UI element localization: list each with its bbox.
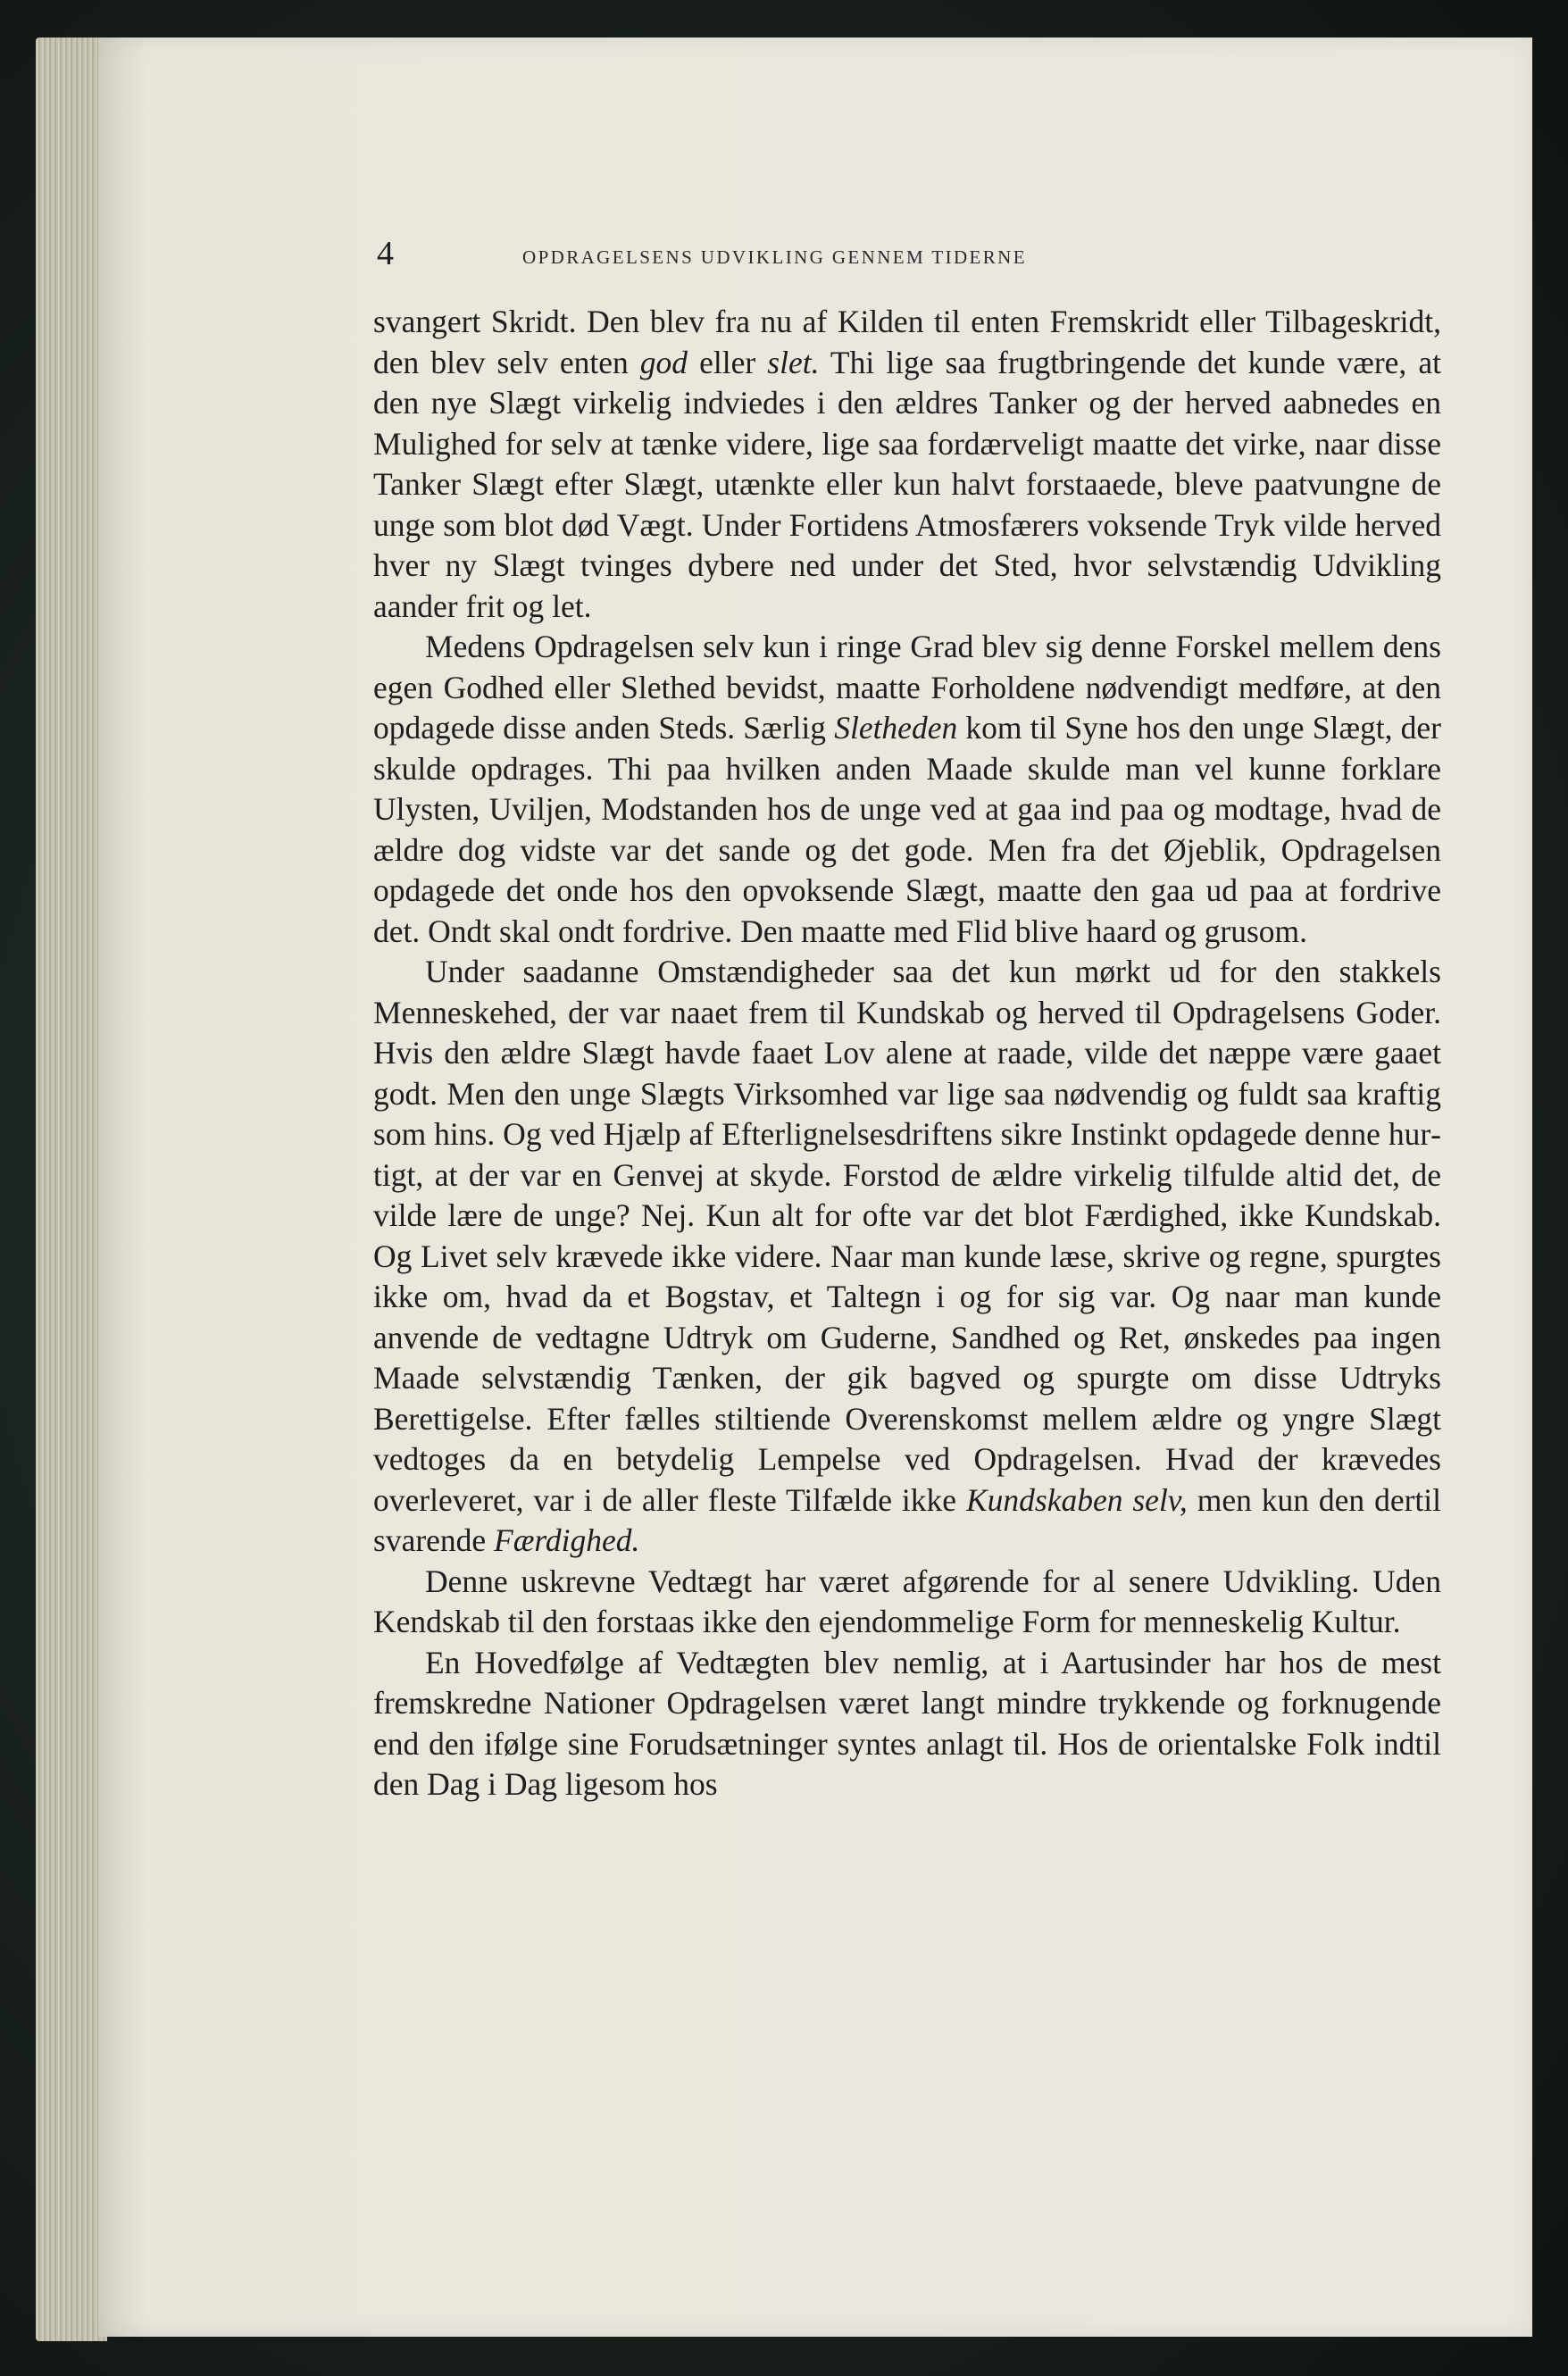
emphasis-sletheden: Sletheden bbox=[834, 710, 958, 746]
paragraph-2: Medens Opdragelsen selv kun i ringe Grad blev sig denne Forskel mellem dens egen Godhed eller Slethed bevidst, maatte Forholdene nødvendigt medføre, at den opdagede disse anden Steds. Særlig Sletheden kom til Syne hos den unge Slægt, der skulde opdrages. Thi paa hvilken anden Maade skulde man vel kunne forklare Ulysten, Uviljen, Modstanden hos de unge ved at gaa ind paa og modtage, hvad de ældre dog vidste var det sande og det gode. Men fra det Øjeblik, Opdragelsen opdagede det onde hos den opvoksende Slægt, maatte den gaa ud paa at fordrive det. Ondt skal ondt fordrive. Den maatte med Flid blive haard og grusom. bbox=[373, 629, 1441, 949]
page-number: 4 bbox=[377, 235, 394, 272]
emphasis-god: god bbox=[639, 344, 688, 380]
paragraph-1: svangert Skridt. Den blev fra nu af Kilden til enten Fremskridt eller Tilbageskridt, den blev selv enten god eller slet. Thi lige saa frugtbringende det kunde være, at den nye Slægt virkelig indviedes i den ældres Tanker og der herved aabnedes en Mulighed for selv at tænke videre, lige saa fordærveligt maatte det virke, naar disse Tanker Slægt efter Slægt, utænkte eller kun halvt forstaaede, bleve paatvungne de unge som blot død Vægt. Under Fortidens Atmosfærers voksende Tryk vilde herved hver ny Slægt tvinges dybere ned under det Sted, hvor selvstændig Udvikling aander frit og let. bbox=[373, 304, 1441, 624]
paragraph-5: En Hovedfølge af Vedtægten blev nemlig, at i Aartusinder har hos de mest fremskredne Nationer Opdragelsen været langt mindre trykkende og forknugende end den ifølge sine Forudsætninger syntes anlagt til. Hos de orientalske Folk indtil den Dag i Dag ligesom hos bbox=[373, 1644, 1441, 1802]
body-text bbox=[373, 302, 1441, 1805]
emphasis-faerdighed: Færdighed. bbox=[494, 1522, 640, 1558]
running-head bbox=[277, 234, 1438, 270]
page-edges bbox=[36, 38, 107, 2341]
paragraph-4: Denne uskrevne Vedtægt har været afgørende for al senere Udvikling. Uden Kendskab til den forstaas ikke den ejendommelige Form for menneskelig Kultur. bbox=[373, 1563, 1441, 1639]
running-title: OPDRAGELSENS UDVIKLING GENNEM TIDERNE bbox=[522, 246, 1027, 268]
paragraph-3: Under saadanne Omstændigheder saa det kun mørkt ud for den stakkels Menneskehed, der var naaet frem til Kundskab og herved til Opdragelsens Goder. Hvis den ældre Slægt havde faaet Lov alene at raade, vilde det næppe være gaaet godt. Men den unge Slægts Virksomhed var lige saa nødvendig og fuldt saa kraftig som hins. Og ved Hjælp af Efterlignelsesdriftens sikre Instinkt opdagede denne hurtigt, at der var en Genvej at skyde. Forstod de ældre virkelig tilfulde altid det, de vilde lære de unge? Nej. Kun alt for ofte var det blot Færdighed, ikke Kundskab. Og Livet selv krævede ikke videre. Naar man kunde læse, skrive og regne, spurgtes ikke om, hvad da et Bogstav, et Taltegn i og for sig var. Og naar man kunde anvende de vedtagne Udtryk om Guderne, Sandhed og Ret, ønskedes paa ingen Maade selvstændig Tænken, der gik bagved og spurgte om disse Udtryks Berettigelse. Efter fælles stiltiende Overenskomst mellem ældre og yngre Slægt vedtoges da en betydelig Lempelse ved Opdragelsen. Hvad der krævedes overleveret, var i de aller fleste Tilfælde ikke Kundskaben selv, men kun den dertil svarende Færdighed. bbox=[373, 954, 1441, 1558]
emphasis-slet: slet. bbox=[767, 344, 820, 380]
emphasis-kundskaben: Kundskaben selv, bbox=[965, 1481, 1188, 1518]
